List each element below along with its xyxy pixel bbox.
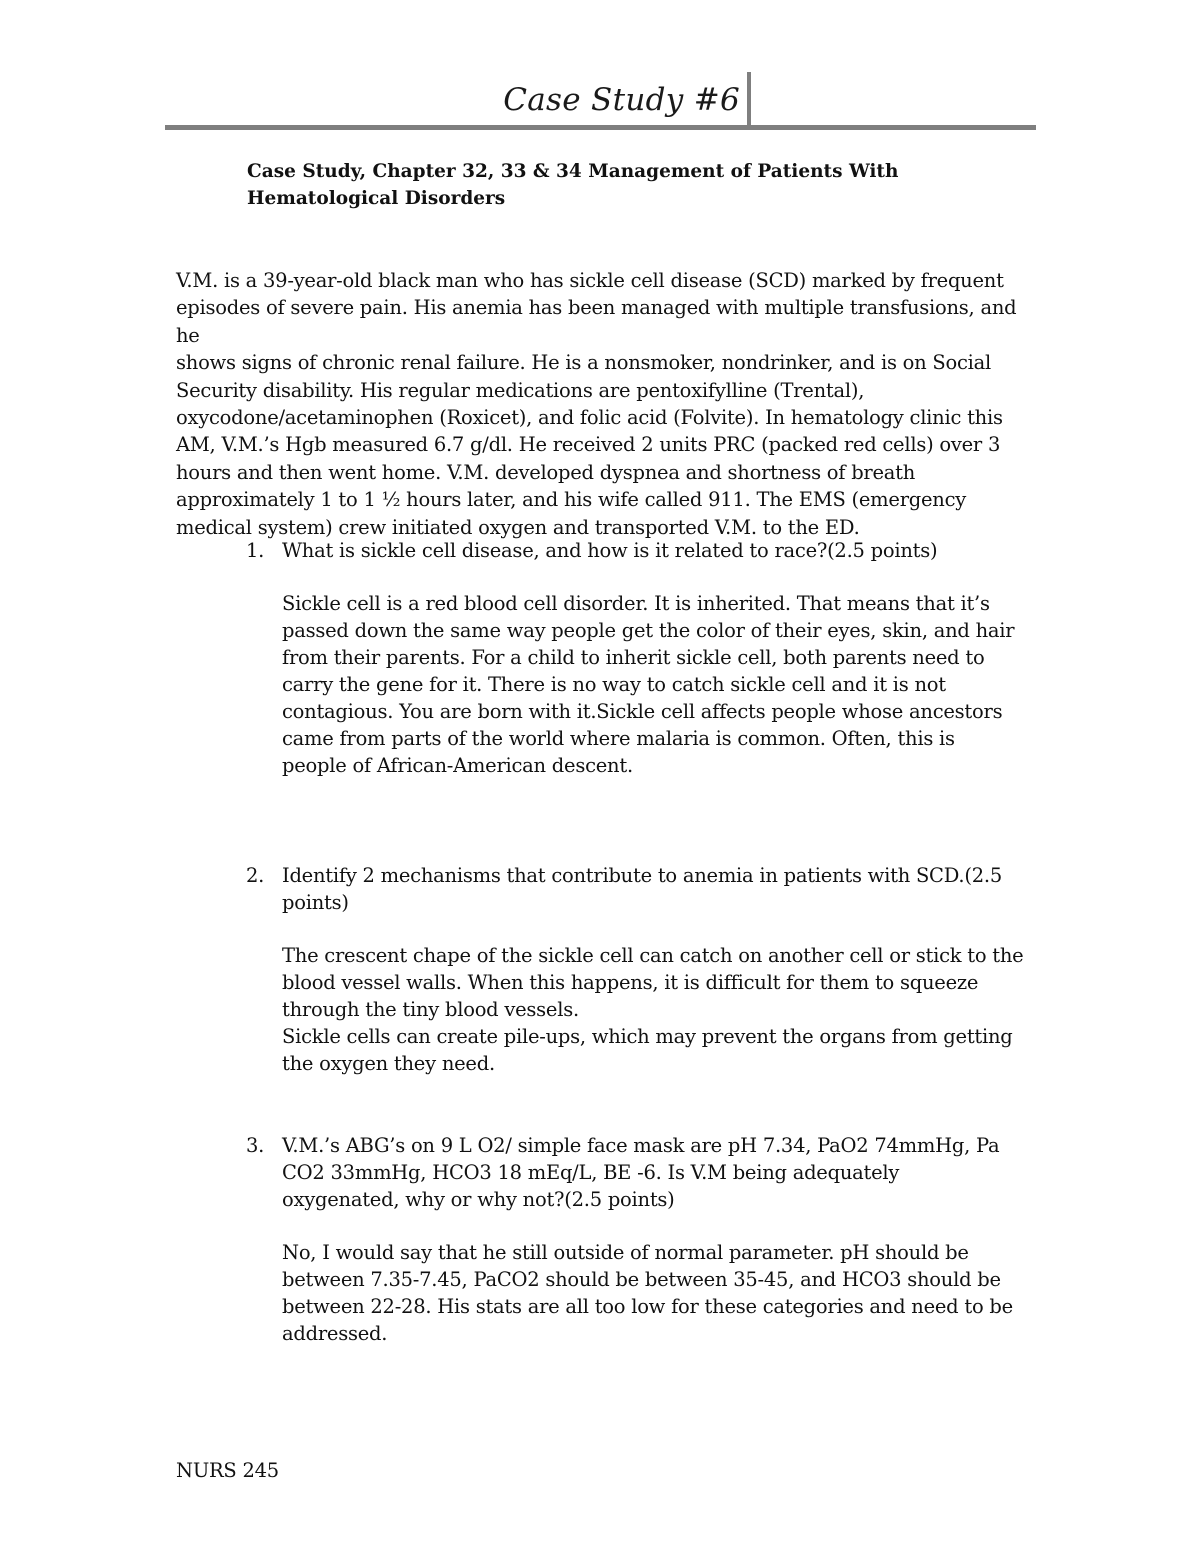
text-line: Identify 2 mechanisms that contribute to anemia in patients with SCD.(2.5 [282,864,1002,887]
text-line: hours and then went home. V.M. developed dyspnea and shortness of breath [176,460,916,484]
text-line: Sickle cells can create pile-ups, which may prevent the organs from getting [282,1025,1013,1048]
answer-text [282,590,1036,779]
text-line: oxycodone/acetaminophen (Roxicet), and folic acid (Folvite). In hematology clinic this [176,406,1003,430]
document-heading-line: Case Study, Chapter 32, 33 & 34 Management of Patients With [247,161,899,182]
question-item-2 [246,862,1036,1077]
document-header-title: Case Study #6 [503,82,740,118]
question-item-3 [246,1132,1036,1347]
text-line: passed down the same way people get the color of their eyes, skin, and hair [282,619,1015,642]
header-rule [165,125,1036,130]
text-line: episodes of severe pain. His anemia has been managed with multiple transfusions, and he [176,296,1017,347]
document-heading-line: Hematological Disorders [247,188,506,209]
answer-text [282,1239,1036,1347]
text-line: CO2 33mmHg, HCO3 18 mEq/L, BE -6. Is V.M being adequately [282,1161,900,1184]
text-line: medical system) crew initiated oxygen and transported V.M. to the ED. [176,515,860,539]
answer-text [282,942,1036,1077]
text-line: approximately 1 to 1 ½ hours later, and his wife called 911. The EMS (emergency [176,488,967,512]
question-text [282,1132,1036,1213]
text-line: What is sickle cell disease, and how is it related to race?(2.5 points) [282,539,938,562]
text-line: No, I would say that he still outside of normal parameter. pH should be [282,1241,969,1264]
text-line: between 22-28. His stats are all too low for these categories and need to be [282,1295,1013,1318]
question-item-1 [246,537,1036,779]
page-footer: NURS 245 [176,1459,279,1482]
text-line: addressed. [282,1322,388,1345]
text-line: points) [282,891,349,914]
text-line: Sickle cell is a red blood cell disorder. It is inherited. That means that it’s [282,592,990,615]
text-line: shows signs of chronic renal failure. He is a nonsmoker, nondrinker, and is on Social [176,351,992,375]
text-line: blood vessel walls. When this happens, it is difficult for them to squeeze [282,971,979,994]
question-number: 1. [246,539,265,562]
text-line: Security disability. His regular medications are pentoxifylline (Trental), [176,378,865,402]
text-line: V.M.’s ABG’s on 9 L O2/ simple face mask are pH 7.34, PaO2 74mmHg, Pa [282,1134,1000,1157]
text-line: came from parts of the world where malaria is common. Often, this is [282,727,955,750]
text-line: V.M. is a 39-year-old black man who has sickle cell disease (SCD) marked by frequent [176,269,1004,292]
question-text [282,862,1036,916]
text-line: the oxygen they need. [282,1052,495,1075]
question-number: 2. [246,864,265,887]
text-line: contagious. You are born with it.Sickle cell affects people whose ancestors [282,700,1003,723]
document-heading [247,158,947,212]
text-line: oxygenated, why or why not?(2.5 points) [282,1188,675,1211]
question-text [282,537,1036,564]
text-line: people of African-American descent. [282,754,633,777]
text-line: from their parents. For a child to inherit sickle cell, both parents need to [282,646,985,669]
text-line: between 7.35-7.45, PaCO2 should be between 35-45, and HCO3 should be [282,1268,1001,1291]
text-line: AM, V.M.’s Hgb measured 6.7 g/dl. He received 2 units PRC (packed red cells) over 3 [176,433,1001,457]
question-number: 3. [246,1134,265,1157]
text-line: carry the gene for it. There is no way to catch sickle cell and it is not [282,673,946,696]
text-line: The crescent chape of the sickle cell can catch on another cell or stick to the [282,944,1024,967]
text-line: through the tiny blood vessels. [282,998,579,1021]
header-divider-vertical [747,72,751,126]
case-intro-paragraph [176,267,1036,541]
